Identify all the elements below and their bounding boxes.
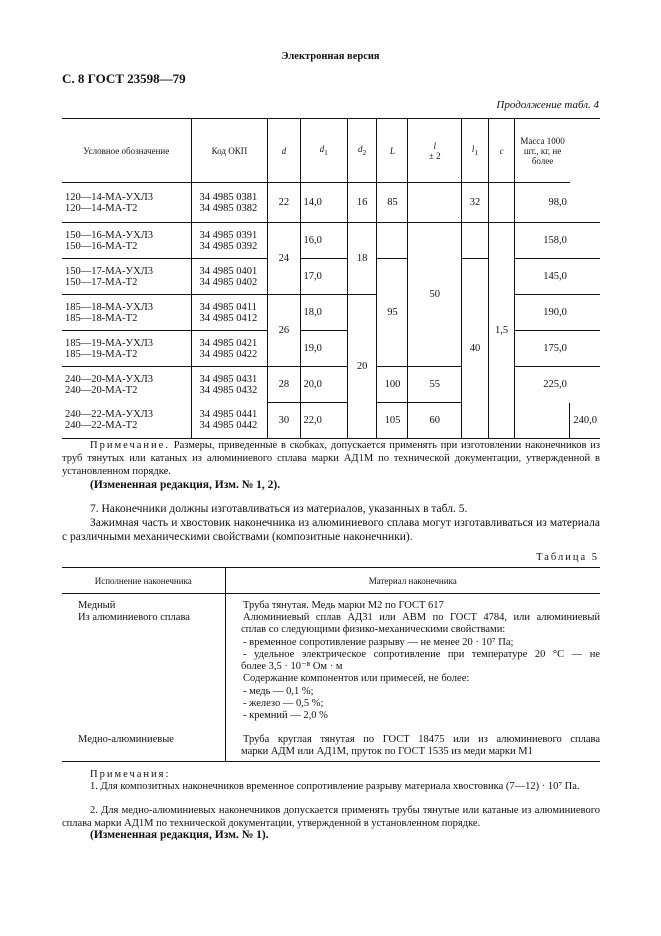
- paragraph-7: 7. Наконечники должны изготавливаться из материалов, указанных в табл. 5.: [90, 503, 468, 515]
- table-continuation: Продолжение табл. 4: [496, 99, 599, 111]
- notes-label: Примечания:: [90, 769, 171, 780]
- edition-label: Электронная версия: [281, 51, 380, 62]
- table-row: 150—16-МА-УХЛ3 150—16-МА-Т2 34 4985 0391 34 4985 0392 24 16,0 18 50 1,5 158,0: [62, 223, 600, 259]
- col-okp: Код ОКП: [191, 119, 268, 183]
- table-row: 240—20-МА-УХЛ3 240—20-МА-Т2 34 4985 0431 34 4985 0432 28 20,0 100 55 225,0: [62, 367, 600, 403]
- table-row: 185—18-МА-УХЛ3 185—18-МА-Т2 34 4985 0411 34 4985 0412 26 18,0 20 190,0: [62, 295, 600, 331]
- revision-note-2: (Измененная редакция, Изм. № 1).: [90, 829, 269, 841]
- table-5: [62, 567, 600, 594]
- paragraph-7b: Зажимная часть и хвостовик наконечника из алюминиевого сплава могут изготавливаться из материала с различными механическими свойствами (композитные наконечники).: [62, 517, 600, 543]
- table5-title: Таблица 5: [536, 552, 599, 563]
- table-row: 185—19-МА-УХЛ3 185—19-МА-Т2 34 4985 0421 34 4985 0422 19,0 175,0: [62, 331, 600, 367]
- col-type: Исполнение наконечника: [62, 568, 225, 594]
- revision-note-1: (Измененная редакция, Изм. № 1, 2).: [90, 479, 281, 491]
- table-row: 120—14-МА-УХЛ3 120—14-МА-Т2 34 4985 0381 34 4985 0382 22 14,0 16 85 32 98,0: [62, 183, 600, 223]
- col-d1: $d_1$: [300, 119, 347, 183]
- table5-divider: [225, 591, 226, 761]
- col-designation: Условное обозначение: [62, 119, 191, 183]
- col-material: Материал наконечника: [225, 568, 600, 594]
- table4-note: Примечание. Размеры, приведенные в скобках, допускается применять при изготовлении наконечников из труб тянутых или катаных из алюминиевого сплава марки АД1М по технической документации, утвержденной в установленном порядке.: [62, 440, 600, 477]
- col-mass: Масса 1000 шт., кг, не более: [515, 119, 570, 183]
- table-row: 240—22-МА-УХЛ3 240—22-МА-Т2 34 4985 0441 34 4985 0442 30 22,0 105 60 240,0: [62, 403, 600, 439]
- col-l: l ± 2: [408, 119, 462, 183]
- material-aluminium: Алюминиевый сплав АД31 или АВМ по ГОСТ 4784, или алюминиевый сплав со следующими физико-механическими свойствами: - временное сопротивление разрыву — не менее 20 · 10⁷ Па; - удельное электрическое сопротивление при температуре 20 °С — не более 3,5 · 10⁻⁸ Ом · м Содержание компонентов или примесей, не более: - медь — 0,1 %; - железо — 0,5 %; - кремний — 2,0 %: [241, 612, 600, 722]
- table5-bottom-rule: [62, 761, 600, 762]
- col-d: d: [268, 119, 300, 183]
- col-d2: $d_2$: [347, 119, 377, 183]
- col-L: L: [377, 119, 408, 183]
- table-4: [62, 118, 600, 439]
- table-row: 150—17-МА-УХЛ3 150—17-МА-Т2 34 4985 0401 34 4985 0402 17,0 95 40 145,0: [62, 259, 600, 295]
- type-copper: Медный: [78, 600, 116, 611]
- type-copper-aluminium: Медно-алюминиевые: [78, 734, 174, 745]
- col-c: c: [488, 119, 514, 183]
- material-copper: Труба тянутая. Медь марки М2 по ГОСТ 617: [243, 600, 444, 611]
- col-l1: $l_1$: [462, 119, 489, 183]
- type-aluminium: Из алюминиевого сплава: [78, 612, 190, 623]
- page-gost-header: С. 8 ГОСТ 23598—79: [62, 71, 186, 86]
- note-2: 2. Для медно-алюминиевых наконечников допускается применять трубы тянутые или катаные из алюминиевого сплава марки АД1М по технической документации, утвержденной в установленном порядке.: [62, 805, 600, 829]
- note-1: 1. Для композитных наконечников временное сопротивление разрыву материала хвостовика (7—12) · 10⁷ Па.: [90, 781, 580, 792]
- material-copper-aluminium: Труба круглая тянутая по ГОСТ 18475 или из алюминиевого сплава марки АДМ или АД1М, пруток по ГОСТ 1535 из меди марки М1: [241, 734, 600, 758]
